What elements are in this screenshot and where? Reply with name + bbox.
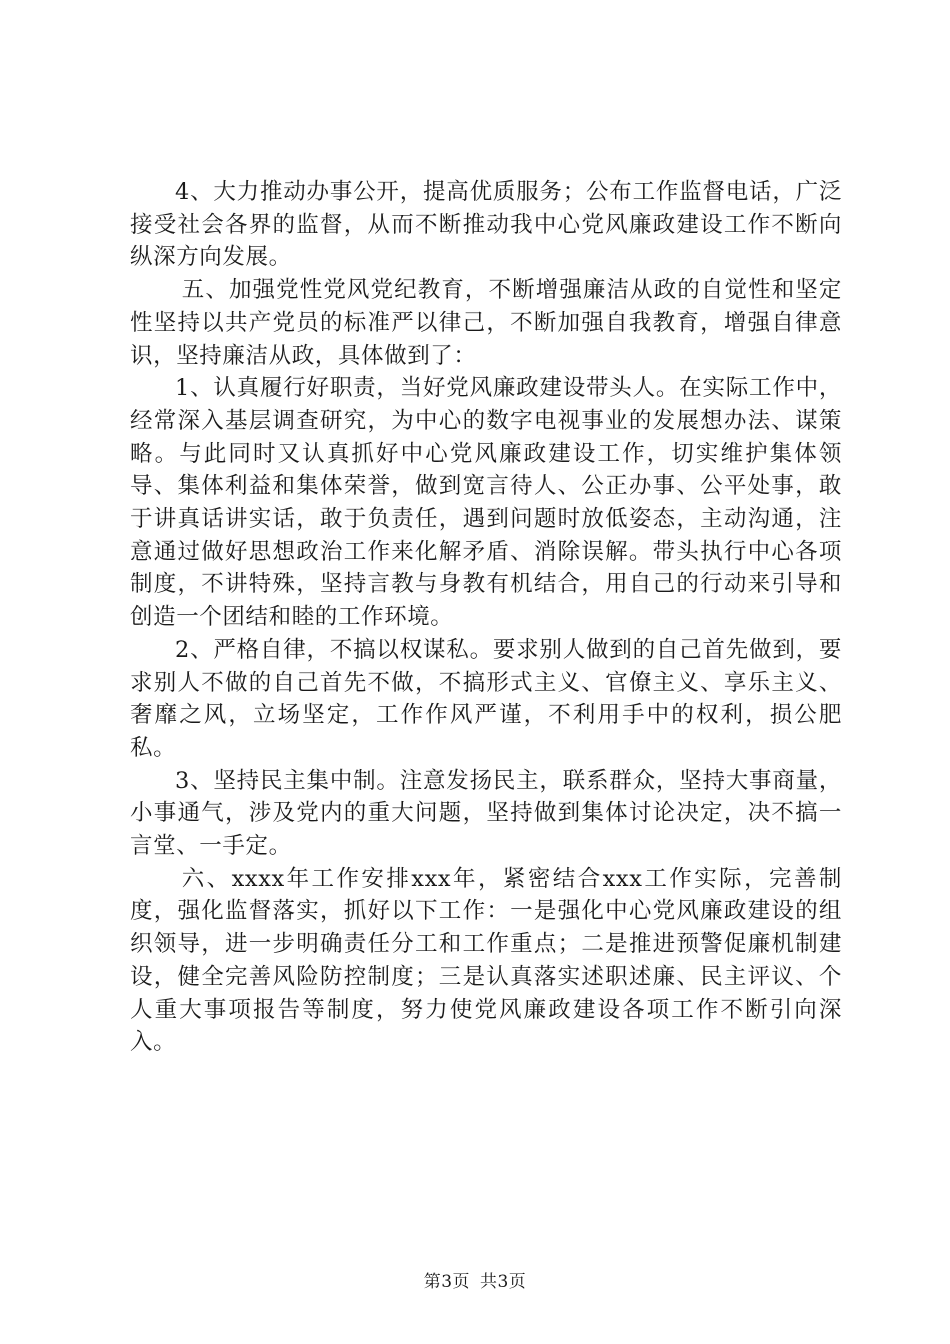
paragraph-item-3: 3、坚持民主集中制。注意发扬民主，联系群众，坚持大事商量，小事通气，涉及党内的重大问题，坚持做到集体讨论决定，决不搞一言堂、一手定。 <box>130 767 842 860</box>
document-body <box>130 176 842 1059</box>
paragraph-section-5: 五、加强党性党风党纪教育，不断增强廉洁从政的自觉性和坚定性坚持以共产党员的标准严以律己，不断加强自我教育，增强自律意识，坚持廉洁从政，具体做到了： <box>130 277 842 369</box>
paragraph-section-6: 六、xxxx年工作安排xxx年，紧密结合xxx工作实际，完善制度，强化监督落实，抓好以下工作：一是强化中心党风廉政建设的组织领导，进一步明确责任分工和工作重点；二是推进预警促廉机制建设，健全完善风险防控制度；三是认真落实述职述廉、民主评议、个人重大事项报告等制度，努力使党风廉政建设各项工作不断引向深入。 <box>130 865 842 1056</box>
paragraph-item-4: 4、大力推动办事公开，提高优质服务；公布工作监督电话，广泛接受社会各界的监督，从而不断推动我中心党风廉政建设工作不断向纵深方向发展。 <box>130 179 842 271</box>
paragraph-item-2: 2、严格自律，不搞以权谋私。要求别人做到的自己首先做到，要求别人不做的自己首先不做，不搞形式主义、官僚主义、享乐主义、奢靡之风，立场坚定，工作作风严谨，不利用手中的权利，损公肥私。 <box>130 636 842 761</box>
paragraph-item-1: 1、认真履行好职责，当好党风廉政建设带头人。在实际工作中，经常深入基层调查研究，为中心的数字电视事业的发展想办法、谋策略。与此同时又认真抓好中心党风廉政建设工作，切实维护集体领导、集体利益和集体荣誉，做到宽言待人、公正办事、公平处事，敢于讲真话讲实话，敢于负责任，遇到问题时放低姿态，主动沟通，注意通过做好思想政治工作来化解矛盾、消除误解。带头执行中心各项制度，不讲特殊，坚持言教与身教有机结合，用自己的行动来引导和创造一个团结和睦的工作环境。 <box>130 375 842 631</box>
total-pages-label: 共3页 <box>479 1272 527 1292</box>
page-footer <box>0 1272 950 1292</box>
current-page-label: 第3页 <box>423 1272 471 1292</box>
